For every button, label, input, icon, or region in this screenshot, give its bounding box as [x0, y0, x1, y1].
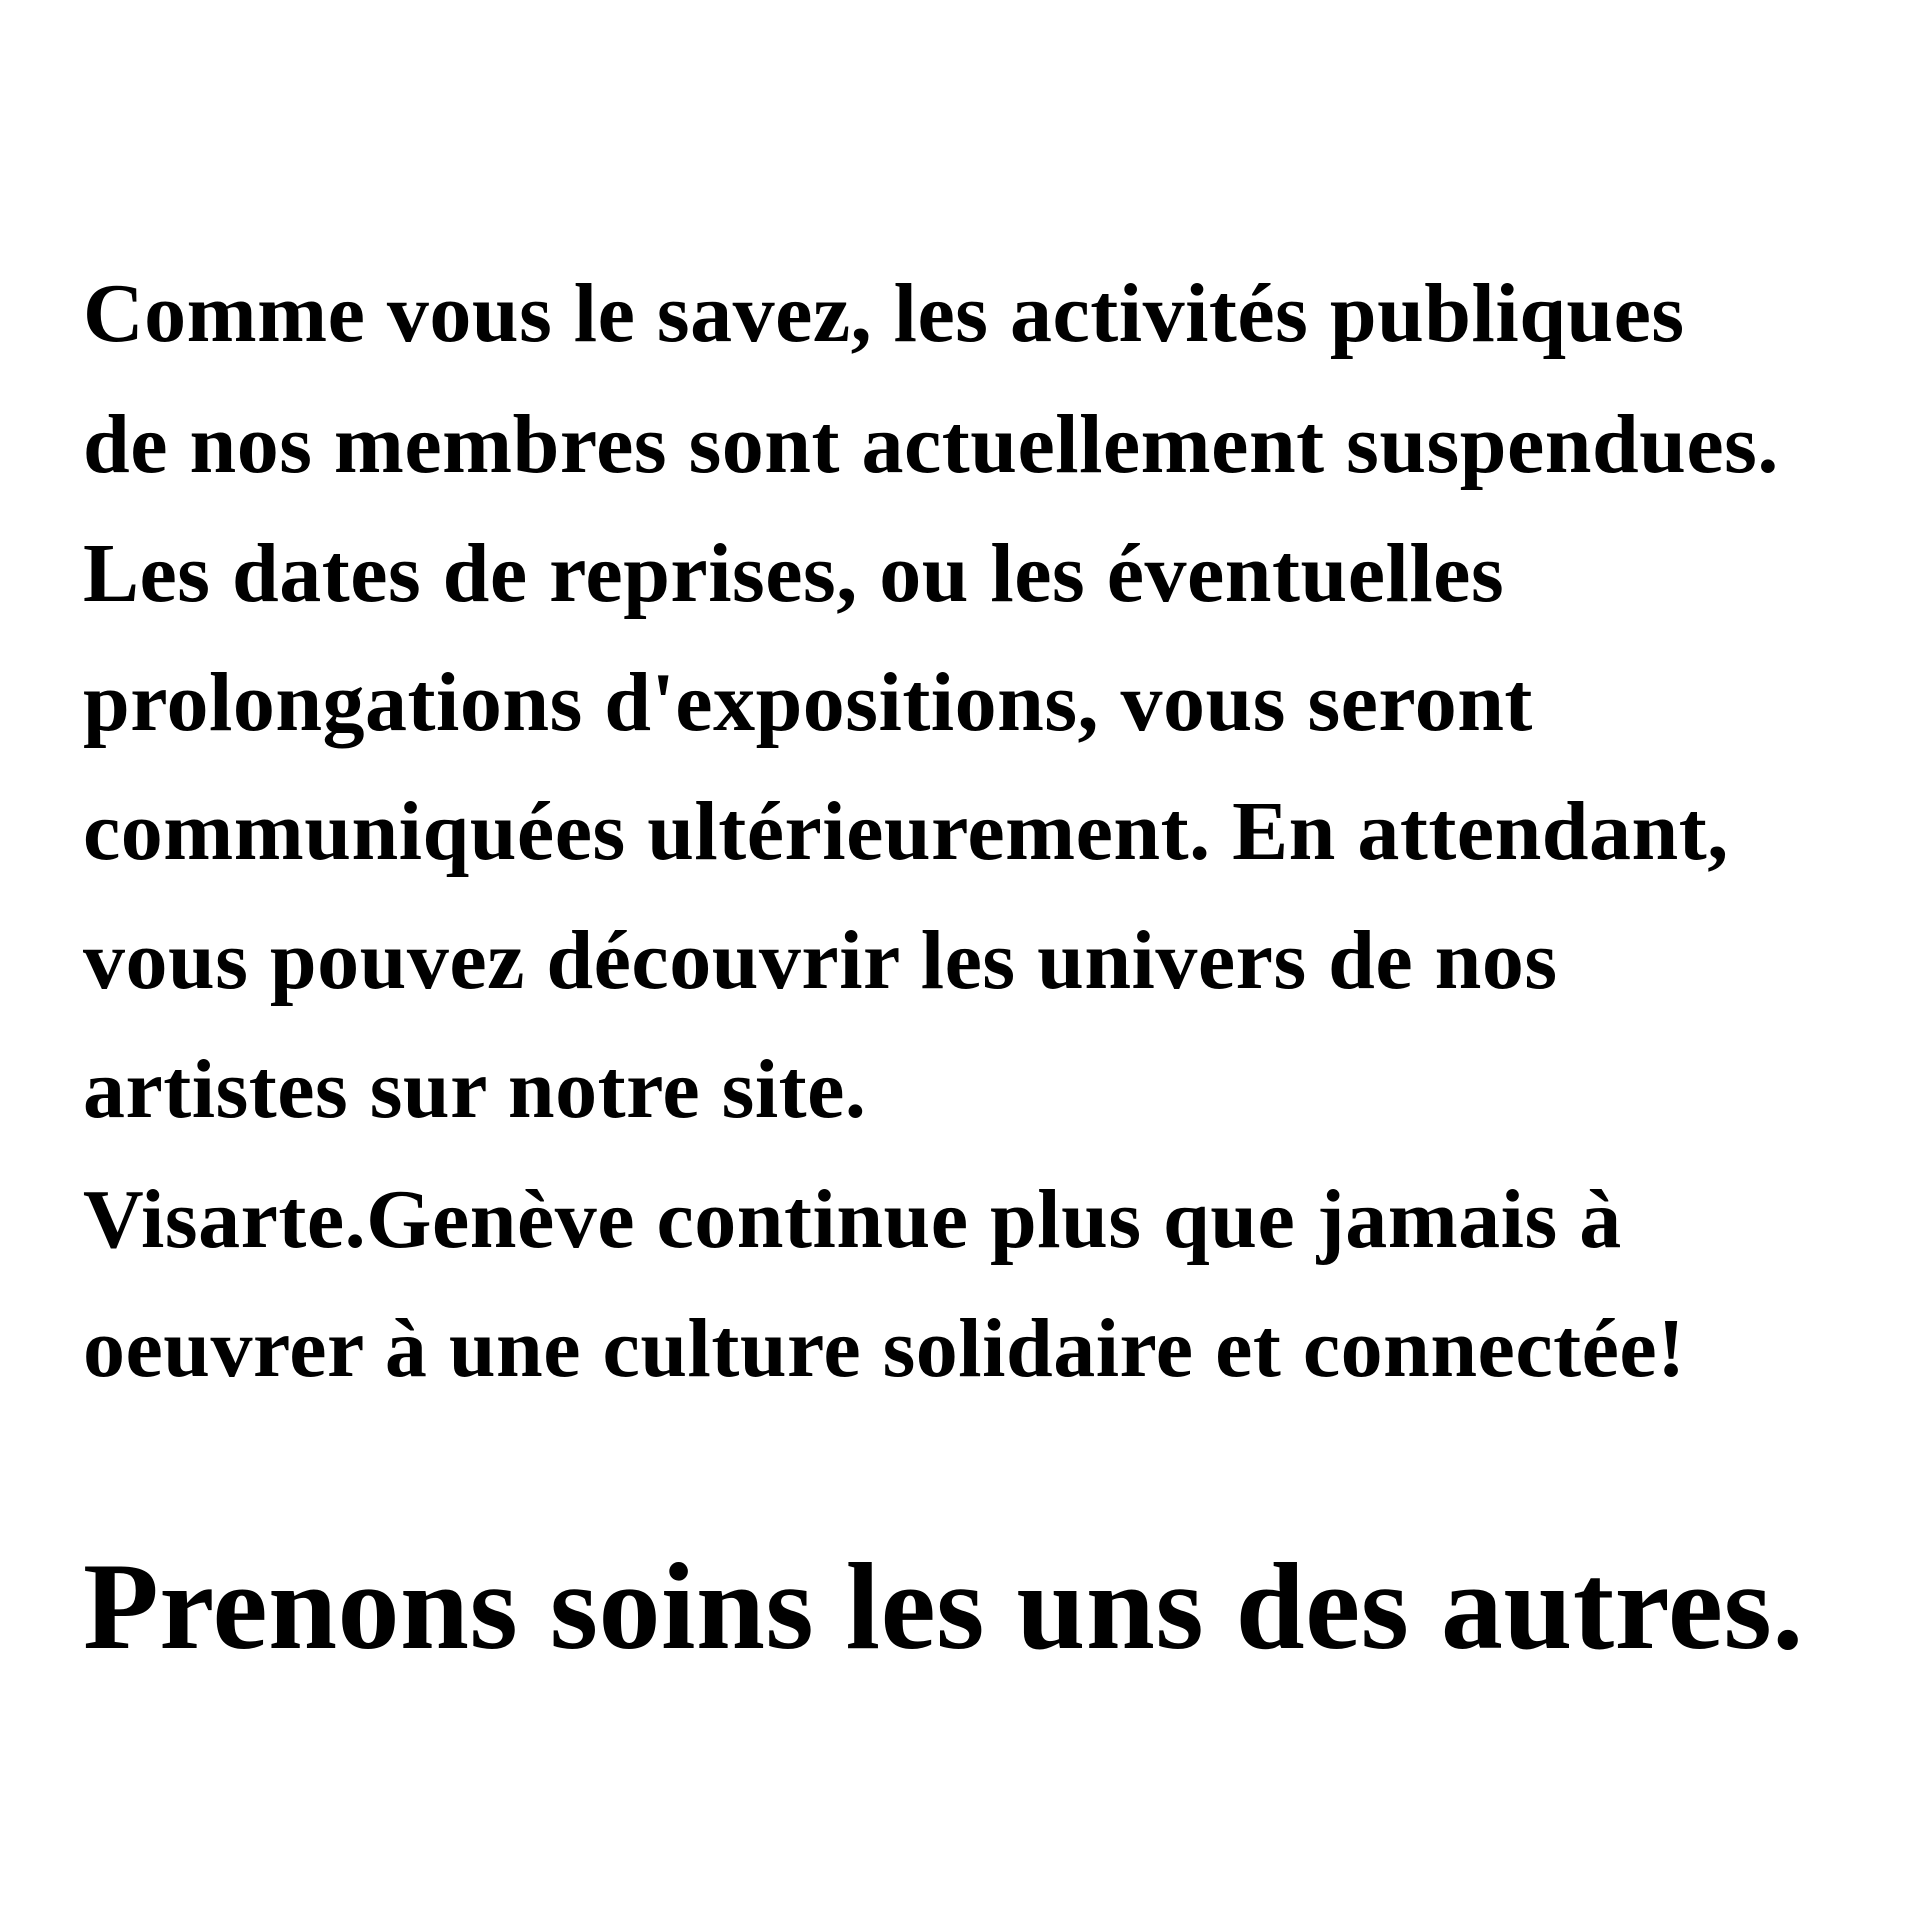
notice-line-3: Les dates de reprises, ou les éventuelles — [83, 527, 1505, 620]
closing-statement: Prenons soins les uns des autres. — [83, 1538, 1804, 1675]
notice-line-2: de nos membres sont actuellement suspendues. — [83, 398, 1779, 491]
notice-line-1: Comme vous le savez, les activités publiques — [83, 267, 1685, 360]
notice-line-9: oeuvrer à une culture solidaire et connectée! — [83, 1302, 1686, 1395]
notice-line-4: prolongations d'expositions, vous seront — [83, 656, 1533, 749]
notice-line-7: artistes sur notre site. — [83, 1043, 867, 1136]
notice-line-8: Visarte.Genève continue plus que jamais à — [83, 1173, 1622, 1266]
notice-line-6: vous pouvez découvrir les univers de nos — [83, 914, 1558, 1007]
notice-line-5: communiquées ultérieurement. En attendant, — [83, 785, 1729, 878]
